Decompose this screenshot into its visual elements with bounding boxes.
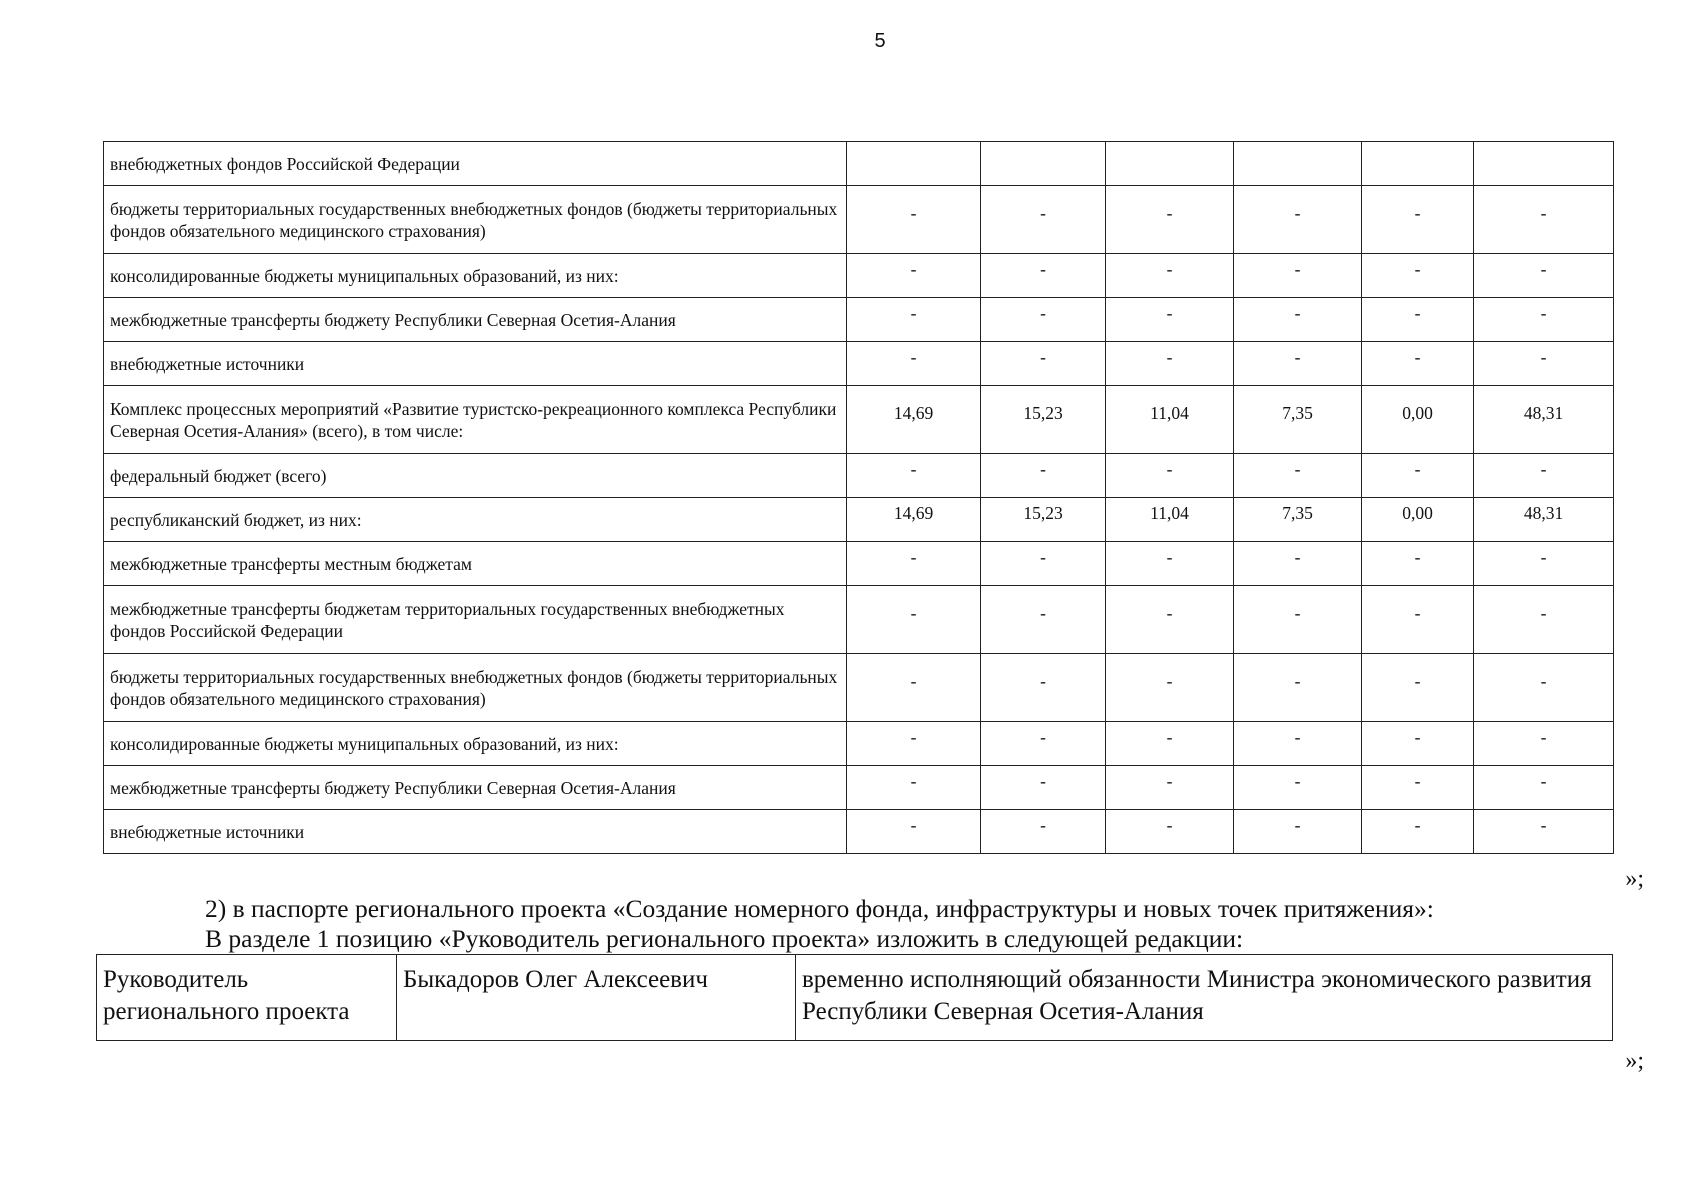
row-value: 48,31	[1474, 386, 1614, 454]
row-value: -	[1362, 454, 1474, 498]
row-value: -	[1234, 454, 1362, 498]
page-number: 5	[874, 30, 886, 52]
row-value: -	[1234, 542, 1362, 586]
row-value: -	[1362, 654, 1474, 722]
row-label: межбюджетные трансферты бюджетам территориальных государственных внебюджетных фондов Российской Федерации	[104, 586, 847, 654]
row-value: -	[1474, 722, 1614, 766]
row-value: -	[847, 342, 981, 386]
row-value: -	[1362, 810, 1474, 854]
row-value: -	[1474, 586, 1614, 654]
row-value: 11,04	[1106, 386, 1234, 454]
row-value: -	[1474, 654, 1614, 722]
row-value: -	[847, 810, 981, 854]
row-value: -	[981, 186, 1106, 254]
row-label: республиканский бюджет, из них:	[104, 498, 847, 542]
row-value: -	[981, 654, 1106, 722]
row-value: -	[1474, 298, 1614, 342]
row-value	[847, 142, 981, 186]
row-value: -	[1362, 186, 1474, 254]
row-label: внебюджетных фондов Российской Федерации	[104, 142, 847, 186]
row-value: 15,23	[981, 498, 1106, 542]
row-value: -	[1106, 586, 1234, 654]
row-value: 14,69	[847, 386, 981, 454]
row-value: 7,35	[1234, 498, 1362, 542]
row-value	[1234, 142, 1362, 186]
row-value: -	[1106, 254, 1234, 298]
row-value: -	[1106, 542, 1234, 586]
row-value: -	[981, 722, 1106, 766]
row-value: -	[1474, 766, 1614, 810]
table-row	[104, 722, 1614, 766]
row-value: -	[1106, 654, 1234, 722]
row-value: -	[1362, 342, 1474, 386]
row-value: -	[981, 342, 1106, 386]
row-value: -	[1474, 186, 1614, 254]
table-row	[104, 810, 1614, 854]
budget-table	[103, 141, 1614, 854]
leader-row	[97, 955, 1613, 1041]
table-row	[104, 386, 1614, 454]
row-value: -	[1234, 654, 1362, 722]
row-value: -	[1362, 766, 1474, 810]
table-row	[104, 186, 1614, 254]
row-value: -	[1106, 186, 1234, 254]
leader-table	[96, 954, 1613, 1041]
row-value: -	[1474, 254, 1614, 298]
row-value: 14,69	[847, 498, 981, 542]
table-row	[104, 454, 1614, 498]
row-value: -	[981, 254, 1106, 298]
row-label: федеральный бюджет (всего)	[104, 454, 847, 498]
row-label: бюджеты территориальных государственных внебюджетных фондов (бюджеты территориальных фондов обязательного медицинского страхования)	[104, 654, 847, 722]
table-row	[104, 298, 1614, 342]
row-value: -	[1106, 766, 1234, 810]
paragraph-section: В разделе 1 позицию «Руководитель регионального проекта» изложить в следующей редакции:	[205, 924, 1244, 953]
row-value: -	[981, 586, 1106, 654]
row-value: -	[1234, 342, 1362, 386]
row-value: -	[847, 454, 981, 498]
row-value: -	[847, 722, 981, 766]
row-value: -	[847, 186, 981, 254]
row-value: -	[1234, 766, 1362, 810]
row-value: -	[981, 542, 1106, 586]
row-label: межбюджетные трансферты бюджету Республики Северная Осетия-Алания	[104, 298, 847, 342]
row-value: 15,23	[981, 386, 1106, 454]
row-value: 48,31	[1474, 498, 1614, 542]
row-value: -	[1362, 298, 1474, 342]
table-row	[104, 142, 1614, 186]
row-label: консолидированные бюджеты муниципальных образований, из них:	[104, 722, 847, 766]
row-value: -	[1362, 542, 1474, 586]
row-value: -	[1106, 722, 1234, 766]
table-row	[104, 654, 1614, 722]
row-value: -	[1362, 586, 1474, 654]
leader-position-cell: временно исполняющий обязанности Министра экономического развития Республики Северная Осетия-Алания	[796, 955, 1613, 1041]
row-value	[1474, 142, 1614, 186]
row-value: -	[1234, 298, 1362, 342]
row-value: -	[1362, 254, 1474, 298]
row-value: -	[1474, 454, 1614, 498]
row-value: -	[1234, 810, 1362, 854]
table-row	[104, 586, 1614, 654]
table-row	[104, 342, 1614, 386]
row-value: -	[1106, 298, 1234, 342]
row-value: -	[1106, 454, 1234, 498]
budget-table-body	[104, 142, 1614, 854]
row-value: -	[847, 254, 981, 298]
row-value: -	[847, 766, 981, 810]
row-label: бюджеты территориальных государственных внебюджетных фондов (бюджеты территориальных фондов обязательного медицинского страхования)	[104, 186, 847, 254]
row-label: консолидированные бюджеты муниципальных образований, из них:	[104, 254, 847, 298]
row-label: межбюджетные трансферты бюджету Республики Северная Осетия-Алания	[104, 766, 847, 810]
row-value: -	[1234, 186, 1362, 254]
row-value: -	[847, 654, 981, 722]
row-value: -	[981, 810, 1106, 854]
row-value: -	[847, 298, 981, 342]
row-value: -	[1234, 254, 1362, 298]
row-value: -	[847, 542, 981, 586]
row-value: -	[1362, 722, 1474, 766]
table-row	[104, 254, 1614, 298]
closing-quote: »;	[1625, 866, 1644, 892]
row-label: внебюджетные источники	[104, 810, 847, 854]
paragraph-passport: 2) в паспорте регионального проекта «Создание номерного фонда, инфраструктуры и новых точек притяжения»:	[205, 894, 1434, 923]
row-value: -	[1474, 342, 1614, 386]
row-value: -	[981, 454, 1106, 498]
leader-role-cell: Руководитель регионального проекта	[97, 955, 397, 1041]
row-value: 0,00	[1362, 498, 1474, 542]
table-row	[104, 542, 1614, 586]
table-row	[104, 498, 1614, 542]
row-value: -	[1474, 810, 1614, 854]
row-value: -	[981, 298, 1106, 342]
row-value: -	[1234, 722, 1362, 766]
row-value: 7,35	[1234, 386, 1362, 454]
row-value: 0,00	[1362, 386, 1474, 454]
row-value: 11,04	[1106, 498, 1234, 542]
row-value: -	[1106, 342, 1234, 386]
row-label: межбюджетные трансферты местным бюджетам	[104, 542, 847, 586]
table-row	[104, 766, 1614, 810]
row-value: -	[1234, 586, 1362, 654]
row-value: -	[847, 586, 981, 654]
row-value	[981, 142, 1106, 186]
leader-name-cell: Быкадоров Олег Алексеевич	[397, 955, 796, 1041]
row-label: внебюджетные источники	[104, 342, 847, 386]
row-label: Комплекс процессных мероприятий «Развитие туристско-рекреационного комплекса Республики Северная Осетия-Алания» (всего), в том числе:	[104, 386, 847, 454]
row-value: -	[1106, 810, 1234, 854]
row-value: -	[981, 766, 1106, 810]
closing-quote-2: »;	[1625, 1048, 1644, 1074]
row-value	[1106, 142, 1234, 186]
row-value: -	[1474, 542, 1614, 586]
row-value	[1362, 142, 1474, 186]
